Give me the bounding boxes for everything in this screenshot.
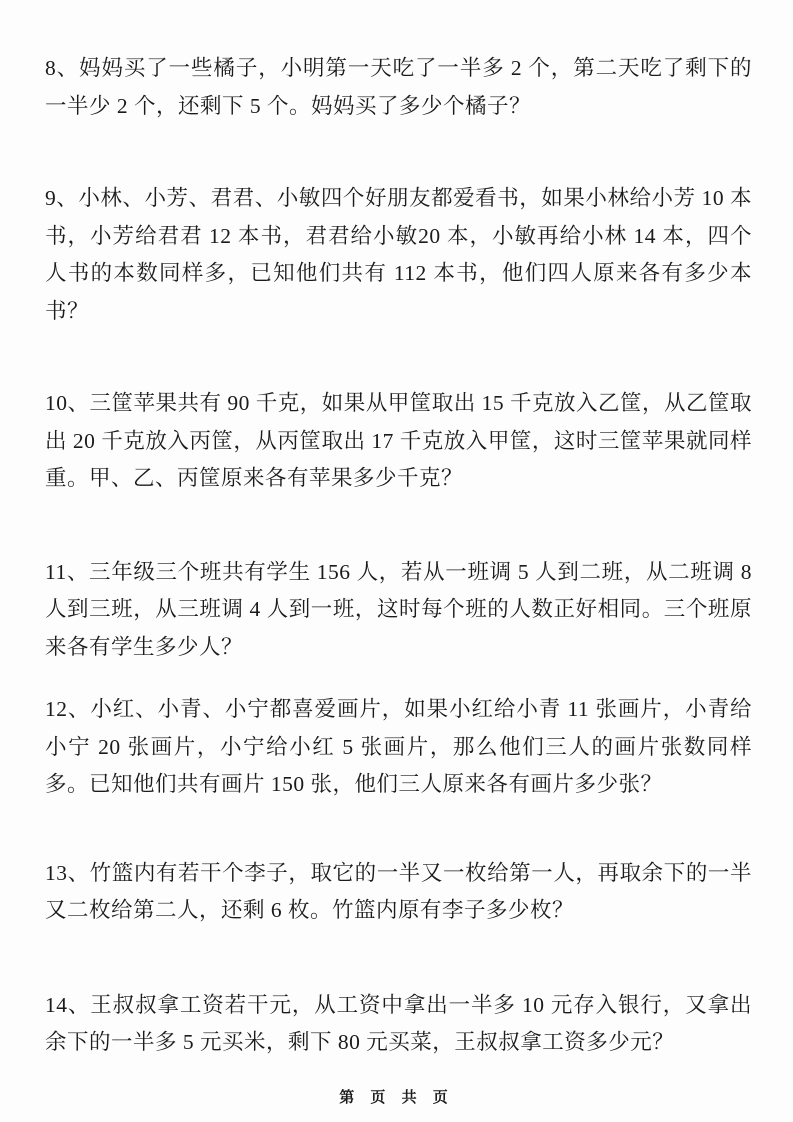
page-number-footer: 第 页 共 页 (339, 1089, 454, 1106)
problem-14: 14、王叔叔拿工资若干元，从工资中拿出一半多 10 元存入银行，又拿出余下的一半多 5 元买米，剩下 80 元买菜，王叔叔拿工资多少元？ (45, 992, 752, 1054)
problem-13: 13、竹篮内有若干个李子，取它的一半又一枚给第一人，再取余下的一半又二枚给第二人，还剩 6 枚。竹篮内原有李子多少枚？ (45, 860, 752, 922)
problem-10: 10、三筐苹果共有 90 千克，如果从甲筐取出 15 千克放入乙筐，从乙筐取出 20 千克放入丙筐，从丙筐取出 17 千克放入甲筐，这时三筐苹果就同样重。甲、乙、丙筐原来各有苹果多少千克？ (45, 391, 753, 490)
problem-9: 9、小林、小芳、君君、小敏四个好朋友都爱看书，如果小林给小芳 10 本书，小芳给君君 12 本书，君君给小敏20 本，小敏再给小林 14 本，四个人书的本数同样多，已知他们共有 112 本书，他们四人原来各有多少本书？ (45, 186, 752, 323)
problem-11: 11、三年级三个班共有学生 156 人，若从一班调 5 人到二班，从二班调 8 人到三班，从三班调 4 人到一班，这时每个班的人数正好相同。三个班原来各有学生多少人？ (45, 559, 752, 659)
problem-12: 12、小红、小青、小宁都喜爱画片，如果小红给小青 11 张画片，小青给小宁 20 张画片，小宁给小红 5 张画片，那么他们三人的画片张数同样多。已知他们共有画片 150 张，他们三人原来各有画片多少张？ (45, 697, 752, 796)
problem-8: 8、妈妈买了一些橘子，小明第一天吃了一半多 2 个，第二天吃了剩下的一半少 2 个，还剩下 5 个。妈妈买了多少个橘子？ (45, 56, 752, 118)
